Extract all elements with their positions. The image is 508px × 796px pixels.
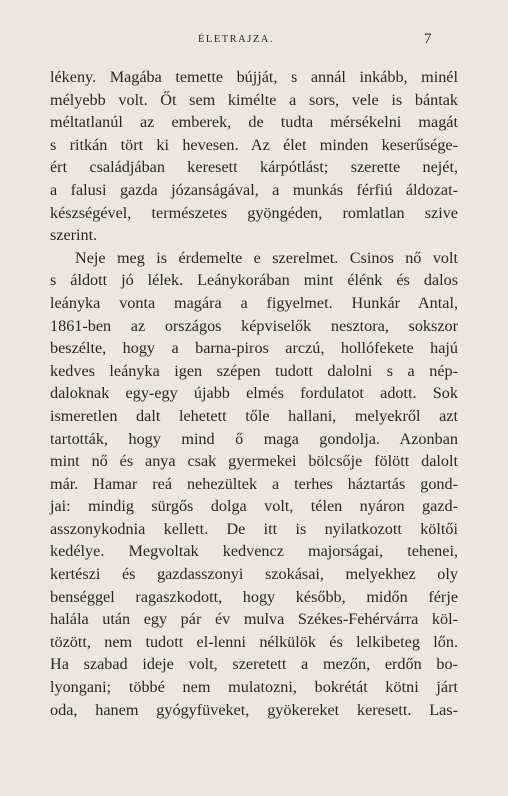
- running-head: ÉLETRAJZA.: [198, 34, 274, 45]
- paragraph-1: [50, 66, 458, 247]
- text-line: kertészi és gazdasszonyi szokásai, melyekhez oly: [50, 565, 458, 584]
- text-line: ismeretlen dalt lehetett tőle hallani, melyekről azt: [50, 406, 458, 425]
- text-line: méltatlanúl az emberek, de tudta mérsékelni magát: [50, 113, 458, 132]
- text-line: Neje meg is érdemelte e szerelmet. Csinos nő volt: [75, 248, 458, 267]
- text-line: mélyebb volt. Őt sem kimélte a sors, vele is bántak: [50, 90, 458, 109]
- text-line: daloknak egy-egy újabb elmés fordulatot adott. Sok: [50, 384, 458, 403]
- text-line: a falusi gazda józanságával, a munkás férfiú áldozat-: [50, 180, 458, 199]
- text-line: s áldott jó lélek. Leánykorában mint élénk és dalos: [50, 271, 458, 290]
- text-line: benséggel ragaszkodott, hogy később, midőn férje: [50, 587, 458, 606]
- text-line: már. Hamar reá nehezültek a terhes háztartás gond-: [50, 474, 458, 493]
- text-line: lyongani; többé nem mulatozni, bokrétát kötni járt: [50, 678, 458, 697]
- text-line: jai: mindig sürgős dolga volt, télen nyáron gazd-: [50, 497, 458, 516]
- text-line: 1861-ben az országos képviselők nesztora, sokszor: [50, 316, 458, 335]
- text-line: tartották, hogy mind ő maga gondolja. Azonban: [50, 429, 458, 448]
- text-line: s ritkán tört ki hevesen. Az élet minden keserűsége-: [50, 135, 458, 154]
- text-line: tözött, nem tudott el-lenni nélkülök és lelkibeteg lőn.: [50, 632, 458, 651]
- page-number: 7: [424, 31, 432, 47]
- text-line: szerint.: [50, 226, 98, 245]
- paragraph-2: [50, 247, 458, 721]
- text-line: ért családjában keresett kárpótlást; szerette nejét,: [50, 158, 458, 177]
- text-line: készségével, természetes gyöngéden, romlatlan szive: [50, 203, 458, 222]
- text-line: asszonykodnia kellett. De itt is nyilatkozott költői: [50, 519, 458, 538]
- text-line: leányka vonta magára a figyelmet. Hunkár Antal,: [50, 293, 458, 312]
- text-line: mint nő és anya csak gyermekei bölcsője fölött dalolt: [50, 452, 458, 471]
- text-line: halála után egy pár év mulva Székes-Fehérvárra köl-: [50, 610, 458, 629]
- text-line: kedélye. Megvoltak kedvencz majorságai, tehenei,: [50, 542, 458, 561]
- page-header: [0, 31, 508, 50]
- body-text: [50, 66, 458, 721]
- text-line: lékeny. Magába temette bújját, s annál inkább, minél: [50, 68, 458, 86]
- text-line: kedves leányka igen szépen tudott dalolni s a nép-: [50, 361, 458, 380]
- text-line: Ha szabad ideje volt, szeretett a mezőn, erdőn bo-: [50, 655, 458, 674]
- text-line: oda, hanem gyógyfüveket, gyökereket keresett. Las-: [50, 700, 458, 719]
- text-line: beszélte, hogy a barna-piros arczú, hollófekete hajú: [50, 339, 458, 358]
